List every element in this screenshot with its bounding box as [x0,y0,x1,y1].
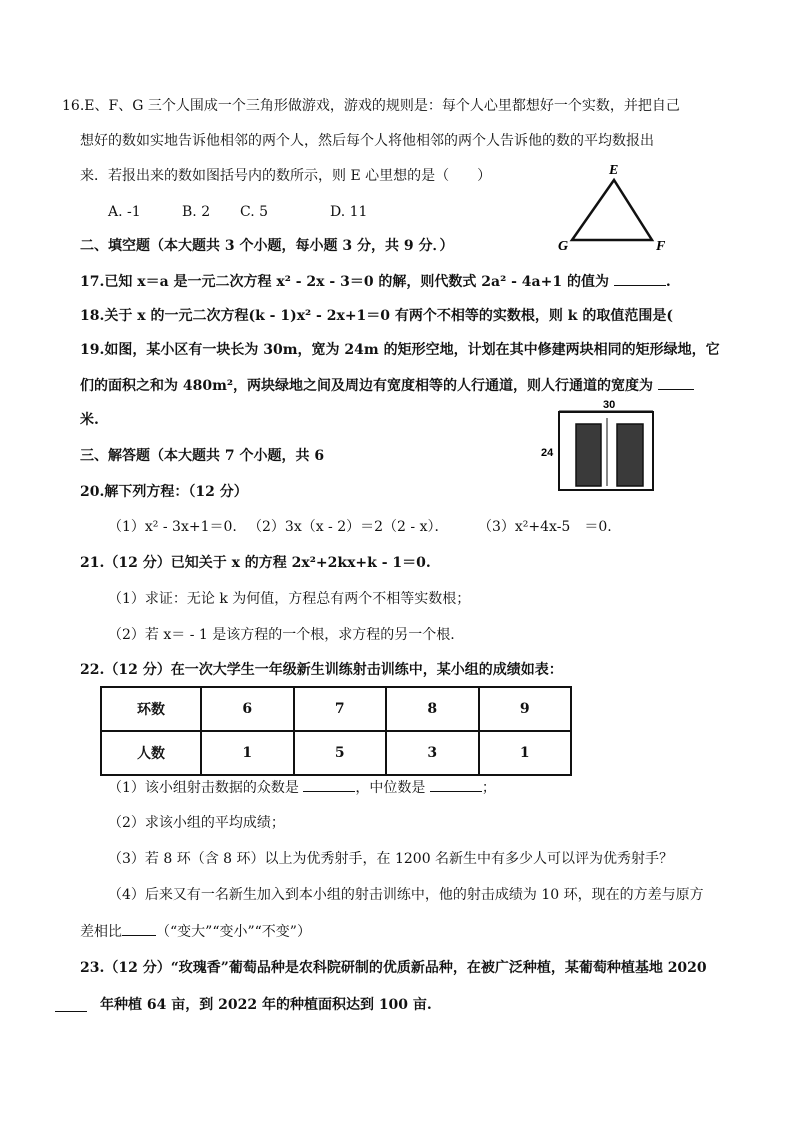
q19-answer-blank [658,375,694,390]
q22-part-4-text-a: 差相比 [80,924,122,940]
q22-part-1-text-c: ； [481,780,496,796]
q18-text: 18.关于 x 的一元二次方程(k - 1)x² - 2x+1＝0 有两个不相等的实数根，则 k 的取值范围是( [80,308,673,324]
q19-line-3: 米. [80,412,99,428]
q22-mode-blank [303,777,355,792]
q16-option-b: B. 2 [182,204,211,220]
table-cell: 7 [294,687,387,731]
q19-line-1: 19.如图，某小区有一块长为 30m，宽为 24m 的矩形空地，计划在其中修建两块相同的矩形绿地，它 [80,342,720,358]
triangle-figure [552,158,672,254]
table-row [101,687,571,731]
q22-part-4-text-b: （“变大”“变小”“不变”） [156,924,311,940]
q23-line-2: 年种植 64 亩，到 2022 年的种植面积达到 100 亩. [100,997,432,1013]
q22-part-4-line-2 [80,921,311,942]
q22-part-3: （3）若 8 环（含 8 环）以上为优秀射手，在 1200 名新生中有多少人可以评为优秀射手？ [108,851,674,867]
q22-variance-blank [122,921,156,936]
q22-median-blank [430,777,482,792]
q16-line-3: 来．若报出来的数如图括号内的数所示，则 E 心里想的是（ ） [80,168,492,184]
section-3-heading: 三、解答题（本大题共 7 个小题，共 6 [80,448,325,464]
vertex-label-g: G [558,239,569,254]
q17-end: . [665,274,671,290]
vertex-label-e: E [609,163,619,178]
q21-title: 21.（12 分）已知关于 x 的方程 2x²+2kx+k - 1＝0. [80,555,431,571]
figure-width-label: 30 [603,399,616,411]
q20-part-3: （3）x²+4x-5 ＝0. [478,519,612,535]
table-cell: 1 [479,731,572,775]
q22-part-1 [108,777,496,798]
q21-part-2: （2）若 x＝ - 1 是该方程的一个根，求方程的另一个根. [108,627,455,643]
table-cell: 5 [294,731,387,775]
q22-part-4-line-1: （4）后来又有一名新生加入到本小组的射击训练中，他的射击成绩为 10 环，现在的方差与原方 [108,887,704,903]
table-cell: 8 [386,687,479,731]
q22-part-2: （2）求该小组的平均成绩； [108,815,285,831]
table-cell: 6 [201,687,294,731]
q16-option-c: C. 5 [240,204,269,220]
table-cell: 9 [479,687,572,731]
q16-option-a: A. -1 [108,204,141,220]
section-2-heading: 二、填空题（本大题共 3 个小题，每小题 3 分，共 9 分．） [80,238,454,254]
q17-text: 17.已知 x＝a 是一元二次方程 x² - 2x - 3＝0 的解，则代数式 2a² - 4a+1 的值为 [80,274,609,290]
q17 [80,271,671,292]
q20-part-1: （1）x² - 3x+1＝0. [108,519,237,535]
q17-answer-blank [614,271,666,286]
q21-part-1: （1）求证：无论 k 为何值，方程总有两个不相等实数根； [108,591,471,607]
score-table [100,686,572,776]
table-row [101,731,571,775]
table-cell: 1 [201,731,294,775]
q22-part-1-text-b: ，中位数是 [355,780,426,796]
table-cell: 环数 [101,687,201,731]
q22-title: 22.（12 分）在一次大学生一年级新生训练射击训练中，某小组的成绩如表： [80,662,563,678]
table-cell: 人数 [101,731,201,775]
vertex-label-f: F [656,239,666,254]
q20-title: 20.解下列方程：（12 分） [80,484,248,500]
q16-line-2: 想好的数如实地告诉他相邻的两个人，然后每个人将他相邻的两个人告诉他的数的平均数报出 [80,133,654,149]
q20-part-2: （2）3x（x - 2）＝2（2 - x）． [248,519,449,535]
q22-part-1-text-a: （1）该小组射击数据的众数是 [108,780,299,796]
q23-line-1: 23.（12 分）“玫瑰香”葡萄品种是农科院研制的优质新品种，在被广泛种植，某葡萄种植基地 2020 [80,960,707,976]
figure-height-label: 24 [541,447,554,459]
margin-dash [55,1011,87,1012]
q19-line-2 [80,375,694,396]
green-area-left [576,424,601,486]
q16-line-1: 16.E、F、G 三个人围成一个三角形做游戏，游戏的规则是：每个人心里都想好一个实数，并把自己 [62,98,680,114]
rectangle-plot-figure [535,394,675,496]
triangle-shape [572,180,652,240]
q19-line-2-text: 们的面积之和为 480m²，两块绿地之间及周边有宽度相等的人行通道，则人行通道的宽度为 [80,378,654,394]
q16-option-d: D. 11 [330,204,368,220]
green-area-right [617,424,643,486]
table-cell: 3 [386,731,479,775]
